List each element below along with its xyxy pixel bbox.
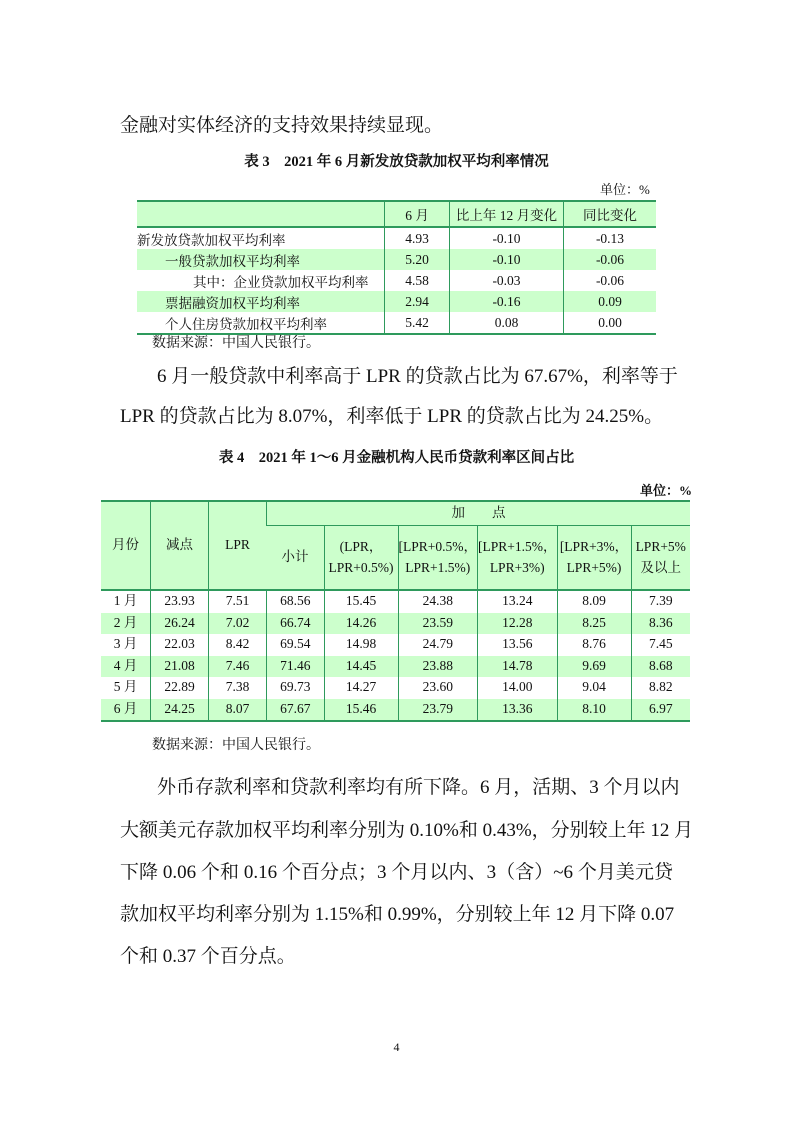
cell: 7.45 [631,634,690,656]
header-range: [LPR+0.5%，LPR+1.5%) [398,526,478,591]
table3-title: 表 3 2021 年 6 月新发放贷款加权平均利率情况 [244,154,549,170]
cell: 13.56 [478,634,558,656]
cell: 12.28 [478,613,558,635]
header-cell: 同比变化 [564,201,657,227]
cell: 13.24 [478,590,558,613]
table-row [137,291,656,312]
cell: 66.74 [267,613,325,635]
row-label: 个人住房贷款加权平均利率 [165,316,327,332]
table-row [137,312,656,334]
cell: -0.06 [564,249,657,270]
page-number: 4 [393,1040,400,1054]
cell: 0.08 [450,312,564,334]
table-row [101,656,690,678]
table4-header-row [101,501,690,526]
cell: 7.46 [209,656,267,678]
table-row [137,270,656,291]
row-label: 其中：企业贷款加权平均利率 [193,274,369,290]
cell: -0.06 [564,270,657,291]
cell: 5.20 [385,249,450,270]
table-row [101,590,690,613]
table-row [137,249,656,270]
cell: 22.03 [151,634,209,656]
cell: 23.59 [398,613,478,635]
header-range: (LPR，LPR+0.5%) [324,526,398,591]
table-row [101,677,690,699]
row-label: 票据融资加权平均利率 [165,295,300,311]
cell: 23.60 [398,677,478,699]
table3-header-row [137,201,656,227]
text-line: 下降 0.06 个和 0.16 个百分点；3 个月以内、3（含）~6 个月美元贷 [120,862,673,883]
cell: 9.04 [557,677,631,699]
table-row [101,699,690,722]
cell: 14.26 [324,613,398,635]
cell: 4.58 [385,270,450,291]
cell: 8.25 [557,613,631,635]
cell: 14.45 [324,656,398,678]
cell: 8.09 [557,590,631,613]
header-subtotal: 小计 [267,526,325,591]
cell: 8.82 [631,677,690,699]
cell: 4.93 [385,227,450,249]
cell: 8.68 [631,656,690,678]
table-row [101,613,690,635]
cell: 69.73 [267,677,325,699]
header-month: 月份 [101,501,151,590]
cell: -0.10 [450,227,564,249]
cell: 24.38 [398,590,478,613]
table4-title: 表 4 2021 年 1～6 月金融机构人民币贷款利率区间占比 [218,450,575,466]
cell: 6.97 [631,699,690,722]
header-cell: 比上年 12 月变化 [450,201,564,227]
row-month: 6 月 [113,700,138,716]
cell: 22.89 [151,677,209,699]
cell: 23.79 [398,699,478,722]
text-line: 款加权平均利率分别为 1.15%和 0.99%，分别较上年 12 月下降 0.07 [120,904,675,925]
text-line: 大额美元存款加权平均利率分别为 0.10%和 0.43%，分别较上年 12 月 [120,820,694,841]
cell: 68.56 [267,590,325,613]
header-range: [LPR+1.5%，LPR+3%) [478,526,558,591]
cell: 2.94 [385,291,450,312]
cell: 67.67 [267,699,325,722]
cell: 13.36 [478,699,558,722]
table3-unit: 单位：% [600,182,650,197]
cell: 7.39 [631,590,690,613]
header-plus: 加 点 [267,501,691,526]
cell: -0.10 [450,249,564,270]
cell: 8.10 [557,699,631,722]
cell: 7.38 [209,677,267,699]
cell: 14.78 [478,656,558,678]
cell: 7.02 [209,613,267,635]
row-label: 新发放贷款加权平均利率 [137,232,286,248]
cell: 5.42 [385,312,450,334]
header-cell: 6 月 [385,201,450,227]
cell: 8.42 [209,634,267,656]
table3 [137,200,656,335]
table-row [101,634,690,656]
row-month: 3 月 [113,636,138,652]
text-line: 外币存款利率和贷款利率均有所下降。6 月，活期、3 个月以内 [157,777,680,798]
intro-line: 金融对实体经济的支持效果持续显现。 [120,115,444,136]
cell: 8.36 [631,613,690,635]
cell: 14.98 [324,634,398,656]
cell: -0.03 [450,270,564,291]
cell: 14.00 [478,677,558,699]
row-label: 一般贷款加权平均利率 [165,253,300,269]
table-row [137,227,656,249]
table4-unit: 单位：% [640,483,693,498]
cell: 24.25 [151,699,209,722]
row-month: 4 月 [113,657,138,673]
cell: 23.93 [151,590,209,613]
cell: -0.16 [450,291,564,312]
header-range: [LPR+3%，LPR+5%) [557,526,631,591]
cell: 0.09 [564,291,657,312]
header-lpr: LPR [209,501,267,590]
text-line: 6 月一般贷款中利率高于 LPR 的贷款占比为 67.67%，利率等于 [157,366,678,387]
cell: 69.54 [267,634,325,656]
cell: 24.79 [398,634,478,656]
cell: 9.69 [557,656,631,678]
cell: 14.27 [324,677,398,699]
cell: 21.08 [151,656,209,678]
table4 [101,500,690,722]
row-month: 5 月 [113,679,138,695]
cell: -0.13 [564,227,657,249]
header-minus: 减点 [151,501,209,590]
cell: 7.51 [209,590,267,613]
cell: 0.00 [564,312,657,334]
cell: 26.24 [151,613,209,635]
cell: 23.88 [398,656,478,678]
header-range: LPR+5% 及以上 [631,526,690,591]
row-month: 1 月 [113,593,138,609]
text-line: LPR 的贷款占比为 8.07%，利率低于 LPR 的贷款占比为 24.25%。 [120,406,664,427]
cell: 71.46 [267,656,325,678]
cell: 15.46 [324,699,398,722]
cell: 15.45 [324,590,398,613]
table4-source: 数据来源：中国人民银行。 [152,738,320,753]
row-month: 2 月 [113,614,138,630]
text-line: 个和 0.37 个百分点。 [120,946,296,967]
table3-source: 数据来源：中国人民银行。 [152,336,320,351]
cell: 8.07 [209,699,267,722]
cell: 8.76 [557,634,631,656]
